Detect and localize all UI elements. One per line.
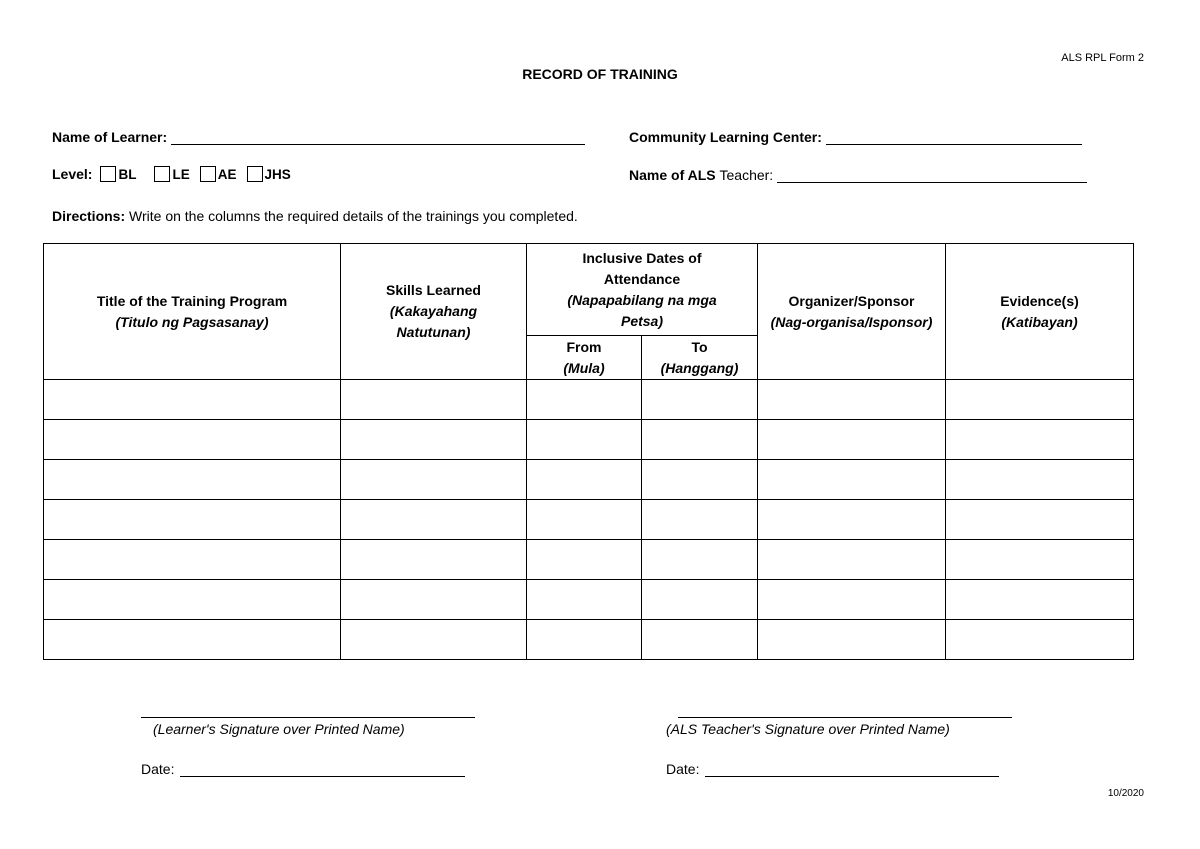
learner-name-label: Name of Learner: [52,129,168,145]
col-title-header [44,244,341,380]
teacher-label-rest: Teacher: [719,167,774,183]
col-evidence-header [946,244,1134,380]
level-ae-checkbox[interactable] [200,166,216,182]
level-bl-label: BL [118,167,137,182]
teacher-signature-line[interactable] [678,717,1012,718]
table-cell[interactable] [758,540,946,580]
table-cell[interactable] [946,620,1134,660]
table-cell[interactable] [527,420,642,460]
table-cell[interactable] [758,500,946,540]
col-org-header [758,244,946,380]
table-cell[interactable] [341,380,527,420]
level-label: Level: [52,166,93,182]
teacher-field [629,166,1087,183]
teacher-date-label: Date: [666,761,700,777]
table-row [44,540,1134,580]
col-evidence-label: Evidence(s) [1000,292,1079,309]
table-cell[interactable] [642,380,758,420]
learner-signature-caption: (Learner's Signature over Printed Name) [153,721,405,737]
col-dates-header [527,244,758,336]
table-cell[interactable] [44,460,341,500]
revision-date: 10/2020 [1107,788,1144,799]
training-table [43,243,1134,660]
table-cell[interactable] [642,420,758,460]
level-le-checkbox[interactable] [154,166,170,182]
level-jhs-label: JHS [264,167,291,182]
col-dates-translation: (Napapabilang na mga Petsa) [567,291,717,329]
col-to-header [642,336,758,380]
directions-text: Write on the columns the required details of the trainings you completed. [129,208,578,224]
table-cell[interactable] [44,620,341,660]
learner-name-line[interactable] [171,128,585,145]
teacher-date-field [666,760,999,777]
table-cell[interactable] [946,540,1134,580]
col-from-translation: (Mula) [563,359,605,376]
table-cell[interactable] [946,380,1134,420]
table-cell[interactable] [642,540,758,580]
table-cell[interactable] [341,540,527,580]
col-title-translation: (Titulo ng Pagsasanay) [115,313,269,330]
table-cell[interactable] [527,580,642,620]
table-cell[interactable] [44,540,341,580]
col-dates-label: Inclusive Dates of Attendance [582,249,702,287]
clc-line[interactable] [826,128,1082,145]
table-cell[interactable] [341,500,527,540]
table-cell[interactable] [642,620,758,660]
table-cell[interactable] [527,460,642,500]
table-cell[interactable] [44,380,341,420]
learner-date-field [141,760,465,777]
table-cell[interactable] [44,580,341,620]
col-to-label: To [691,338,708,355]
level-bl-checkbox[interactable] [100,166,116,182]
table-cell[interactable] [527,380,642,420]
table-cell[interactable] [758,620,946,660]
col-from-header [527,336,642,380]
col-skills-label: Skills Learned [386,282,481,298]
form-code: ALS RPL Form 2 [1061,52,1144,64]
col-org-translation: (Nag-organisa/Isponsor) [770,313,933,330]
teacher-label-bold: Name of ALS [629,167,716,183]
level-jhs-checkbox[interactable] [247,166,263,182]
level-field [52,166,299,182]
table-row [44,620,1134,660]
teacher-line[interactable] [777,166,1087,183]
directions [52,208,578,224]
table-row [44,460,1134,500]
col-skills-translation: (Kakayahang Natutunan) [389,303,478,340]
table-cell[interactable] [758,380,946,420]
table-cell[interactable] [946,460,1134,500]
table-cell[interactable] [946,580,1134,620]
table-cell[interactable] [946,500,1134,540]
table-cell[interactable] [642,580,758,620]
teacher-date-line[interactable] [705,760,999,777]
table-cell[interactable] [946,420,1134,460]
learner-signature-line[interactable] [141,717,475,718]
table-cell[interactable] [758,460,946,500]
table-cell[interactable] [642,460,758,500]
learner-date-label: Date: [141,761,175,777]
col-to-translation: (Hanggang) [660,359,739,376]
col-skills-header [341,244,527,380]
page-title: RECORD OF TRAINING [522,66,678,82]
clc-label: Community Learning Center: [629,129,822,145]
clc-field [629,128,1082,145]
col-org-label: Organizer/Sponsor [788,292,915,309]
table-cell[interactable] [44,500,341,540]
col-evidence-translation: (Katibayan) [1001,313,1078,330]
table-cell[interactable] [527,500,642,540]
col-title-label: Title of the Training Program [96,292,288,309]
table-row [44,380,1134,420]
level-le-label: LE [172,167,190,182]
table-cell[interactable] [758,580,946,620]
table-cell[interactable] [341,420,527,460]
table-cell[interactable] [527,620,642,660]
table-cell[interactable] [642,500,758,540]
col-from-label: From [566,338,602,355]
table-cell[interactable] [758,420,946,460]
directions-label: Directions: [52,208,126,224]
table-cell[interactable] [44,420,341,460]
table-cell[interactable] [341,460,527,500]
table-cell[interactable] [341,580,527,620]
level-ae-label: AE [217,167,237,182]
learner-name-field [52,128,585,145]
table-body [44,380,1134,660]
learner-date-line[interactable] [180,760,465,777]
table-row [44,580,1134,620]
table-cell[interactable] [527,540,642,580]
teacher-signature-caption: (ALS Teacher's Signature over Printed Name) [666,721,950,737]
table-cell[interactable] [341,620,527,660]
table-row [44,500,1134,540]
table-row [44,420,1134,460]
